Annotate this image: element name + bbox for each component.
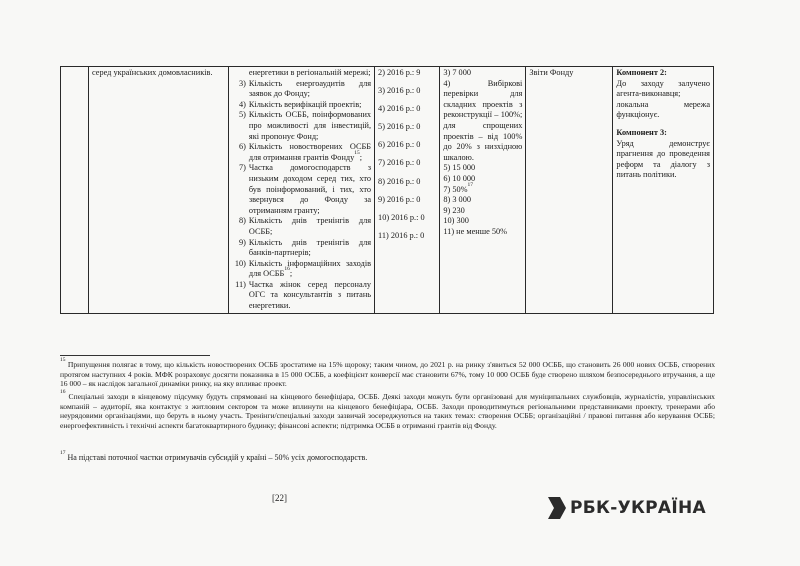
baseline-item: 4) 2016 р.: 0 [378, 104, 421, 114]
target-item: 3) 7 000 [443, 68, 471, 77]
indicator-item: 5) Кількість ОСББ, поінформованих про можливості для інвестицій, які пропонує Фонд; [238, 110, 372, 141]
table-cell-targets [440, 67, 526, 314]
indicator-item: 9) Кількість днів тренінгів для банків-партнерів; [238, 237, 372, 258]
baseline-item: 10) 2016 р.: 0 [378, 212, 425, 222]
target-item: 9) 230 [443, 205, 465, 215]
baseline-item: 11) 2016 р.: 0 [378, 230, 425, 240]
watermark-logo [548, 497, 706, 519]
table-cell-assumptions [613, 67, 714, 314]
baseline-item: 9) 2016 р.: 0 [378, 194, 421, 204]
component3-title: Компонент 3: [616, 127, 667, 137]
component3-text: Уряд демонструє прагнення до проведення реформ та діалогу з питань політики. [616, 138, 710, 180]
footnote-17: $^{17}$ На підставі поточної частки отримувачів субсидій у країні – 50% усіх домогосподарств. [60, 450, 368, 462]
baseline-item: 3) 2016 р.: 0 [378, 86, 421, 96]
target-item: 11) не менше 50% [443, 226, 508, 236]
baseline-item: 5) 2016 р.: 0 [378, 122, 421, 132]
indicator-item: 11) Частка жінок серед персоналу ОГС та консультантів з питань енергетики. [235, 279, 372, 311]
indicator-item: енергетики в регіональній мережі; [248, 68, 371, 77]
table-cell-indicators [228, 67, 374, 314]
baseline-item: 7) 2016 р.: 0 [378, 158, 421, 168]
indicator-item: 7) Частка домогосподарств з низьким доходом серед тих, хто був поінформований, і тих, хто звернувся до Фонду за отриманням гранту; [238, 163, 372, 215]
indicator-item: 10) Кількість інформаційних заходів для ОСББ$^{16}$; [234, 258, 372, 279]
baseline-item: 2) 2016 р.: 9 [378, 68, 421, 77]
indicator-item: 6) Кількість новостворених ОСББ для отримання грантів Фонду$^{15}$; [238, 142, 372, 162]
footnote-15: $^{15}$ Припущення полягає в тому, що кількість новостворених ОСББ зростатиме на 15% щороку; таким чином, до 2021 р. на ринку з'явиться 52 000 ОСББ, що становить 26 000 нових ОСББ, створених протягом наступних 4 років. МФК розраховує досягти показника в 15 000 ОСББ, а коефіцієнт конверсії має становити 67%, тому 10 000 ОСББ буде створено шляхом безпосереднього втручання, а ще 16 000 – як наслідок загальної динаміки ринку, на яку впливає проект. [60, 357, 715, 389]
target-item: 7) 50%$^{17}$ [443, 181, 474, 194]
footnote-divider [60, 355, 210, 356]
baseline-item: 8) 2016 р.: 0 [378, 176, 421, 186]
target-item: 5) 15 000 [443, 163, 476, 173]
table-cell-number [61, 67, 89, 314]
target-item: 6) 10 000 [443, 173, 476, 183]
table-row [61, 67, 714, 314]
logo-text: РБК-УКРАЇНА [570, 498, 706, 518]
indicator-item: 3) Кількість енергоаудитів для заявок до Фонду; [238, 78, 372, 99]
indicator-item: 4) Кількість верифікацій проектів; [238, 99, 362, 109]
footnote-16: $^{16}$ Спеціальні заходи в кінцевому підсумку будуть спрямовані на кінцевого бенефіціара, ОСББ. Деякі заходи можуть бути організовані для муніципальних службовців, журналістів, управлінських компаній – аудиторії, яка контактує з житловим сектором та може вплинути на кінцевого бенефіціара, ОСББ. Заходи проводитимуться регіональними представниками проекту, тренерами або неурядовими організаціями, що беруть в ньому участь. Тренінги/спеціальні заходи зазвичай зосереджуються на таких темах: створення ОСББ; організаційні / правові питання або керування ОСББ; енергоефективність і технічні аспекти багатоквартирного будинку; фінансові аспекти; підтримка ОСББ в отриманні грантів від Фонду. [60, 389, 715, 430]
component2-title: Компонент 2: [616, 68, 667, 77]
target-item: 8) 3 000 [443, 195, 471, 205]
indicator-item: 8) Кількість днів тренінгів для ОСББ; [238, 216, 372, 236]
page-number: [22] [272, 493, 287, 503]
component2-text: До заходу залучено агента-виконавця; локальна мережа функціонує. [616, 78, 710, 120]
table-cell-source: Звіти Фонду [526, 67, 613, 314]
target-item: 10) 300 [443, 216, 469, 226]
target-item: 4) Вибіркові перевірки для складних проектів з реконструкції – 100%; для спрощених проектів – від 100% до 20% з низхідною шкалою. [443, 78, 523, 162]
baseline-item: 6) 2016 р.: 0 [378, 140, 421, 150]
table-cell-description: серед українських домовласників. [88, 67, 228, 314]
table-cell-baselines [375, 67, 440, 314]
results-table [60, 66, 714, 314]
rbc-logo-icon [548, 497, 566, 519]
